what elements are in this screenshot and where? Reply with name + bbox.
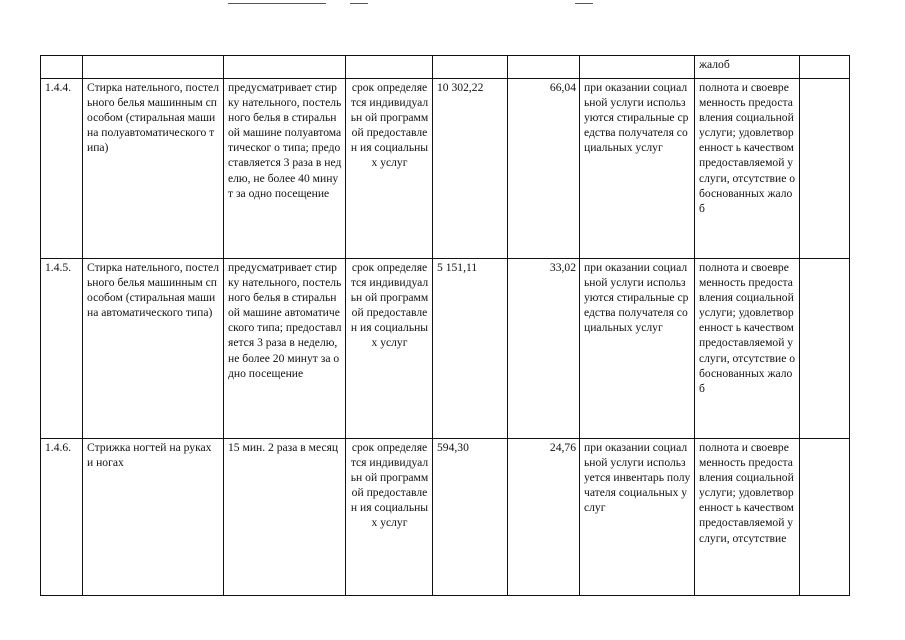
cell-term: срок определяется индивидуальн ой программой предоставлен ия социальных услуг xyxy=(346,259,433,439)
cell-num: 1.4.5. xyxy=(41,259,83,439)
cell-criteria: полнота и своевременность предоставления социальной услуги; удовлетворенност ь качеством предоставляемой услуги, отсутствие обоснованных жалоб xyxy=(695,259,800,439)
table-row xyxy=(41,79,850,259)
cell-extra xyxy=(800,439,850,596)
cell-term: срок определяется индивидуальн ой программой предоставлен ия социальных услуг xyxy=(346,439,433,596)
cell-conditions: при оказании социальной услуги используются стиральные средства получателя социальных услуг xyxy=(580,79,695,259)
cell-description: предусматривает стирку нательного, постельного белья в стиральной машине автоматического типа; предоставляется 3 раза в неделю, не более 20 минут за одно посещение xyxy=(224,259,346,439)
cell-criteria: полнота и своевременность предоставления социальной услуги; удовлетворенност ь качеством предоставляемой услуги, отсутствие обоснованных жалоб xyxy=(695,79,800,259)
scan-artifact-line xyxy=(228,3,326,4)
cell-tariff: 5 151,11 xyxy=(433,259,508,439)
cell-tariff: 10 302,22 xyxy=(433,79,508,259)
cell-rate: 66,04 xyxy=(508,79,580,259)
scan-artifact-line xyxy=(575,3,593,4)
cell-criteria: полнота и своевременность предоставления социальной услуги; удовлетворенност ь качеством предоставляемой услуги, отсутствие xyxy=(695,439,800,596)
cell-rate xyxy=(508,56,580,79)
cell-tariff xyxy=(433,56,508,79)
cell-rate: 24,76 xyxy=(508,439,580,596)
cell-name: Стирка нательного, постельного белья машинным способом (стиральная машина автоматического типа) xyxy=(83,259,224,439)
cell-num xyxy=(41,56,83,79)
cell-extra xyxy=(800,79,850,259)
table-row xyxy=(41,259,850,439)
cell-conditions: при оказании социальной услуги используются стиральные средства получателя социальных услуг xyxy=(580,259,695,439)
cell-tariff: 594,30 xyxy=(433,439,508,596)
cell-conditions: при оказании социальной услуги используется инвентарь получателя социальных услуг xyxy=(580,439,695,596)
cell-extra xyxy=(800,259,850,439)
cell-description: предусматривает стирку нательного, постельного белья в стиральной машине полуавтоматическог о типа; предоставляется 3 раза в неделю, не более 40 минут за одно посещение xyxy=(224,79,346,259)
cell-name xyxy=(83,56,224,79)
cell-term: срок определяется индивидуальн ой программой предоставлен ия социальных услуг xyxy=(346,79,433,259)
cell-criteria: жалоб xyxy=(695,56,800,79)
cell-description xyxy=(224,56,346,79)
cell-term xyxy=(346,56,433,79)
cell-name: Стрижка ногтей на руках и ногах xyxy=(83,439,224,596)
table-row xyxy=(41,439,850,596)
services-table xyxy=(40,55,850,596)
cell-num: 1.4.6. xyxy=(41,439,83,596)
cell-conditions xyxy=(580,56,695,79)
scan-artifact-line xyxy=(350,3,368,4)
table-row-continuation xyxy=(41,56,850,79)
cell-description: 15 мин. 2 раза в месяц xyxy=(224,439,346,596)
cell-rate: 33,02 xyxy=(508,259,580,439)
cell-num: 1.4.4. xyxy=(41,79,83,259)
cell-name: Стирка нательного, постельного белья машинным способом (стиральная машина полуавтоматического типа) xyxy=(83,79,224,259)
cell-extra xyxy=(800,56,850,79)
